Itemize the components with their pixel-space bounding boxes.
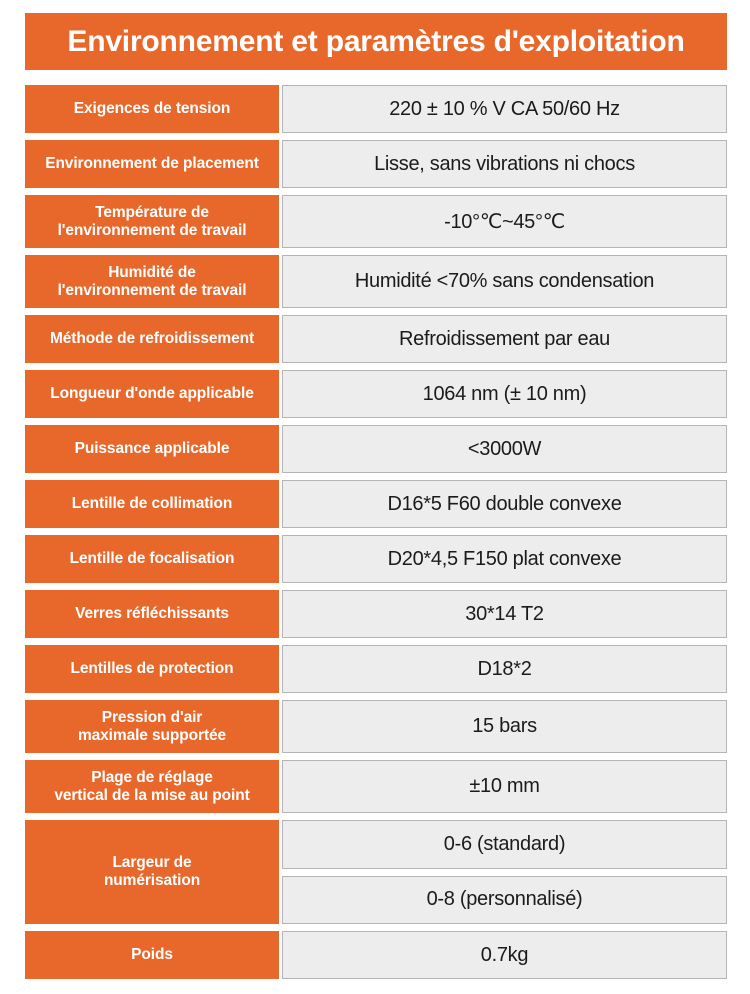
table-row-focus-adjustment <box>25 760 727 813</box>
row-value: 1064 nm (± 10 nm) <box>282 370 727 418</box>
row-value: Lisse, sans vibrations ni chocs <box>282 140 727 188</box>
table-row-humidity <box>25 255 727 308</box>
row-label: Verres réfléchissants <box>25 590 279 638</box>
table-row-weight <box>25 931 727 979</box>
row-value: D16*5 F60 double convexe <box>282 480 727 528</box>
table-row-voltage <box>25 85 727 133</box>
table-row-cooling <box>25 315 727 363</box>
row-value: Refroidissement par eau <box>282 315 727 363</box>
row-label: Environnement de placement <box>25 140 279 188</box>
row-label: Exigences de tension <box>25 85 279 133</box>
row-value: 0.7kg <box>282 931 727 979</box>
row-label: Longueur d'onde applicable <box>25 370 279 418</box>
table-row-collimation-lens <box>25 480 727 528</box>
row-label: Pression d'air maximale supportée <box>25 700 279 753</box>
table-row-protection-lens <box>25 645 727 693</box>
row-value: D20*4,5 F150 plat convexe <box>282 535 727 583</box>
row-label: Lentilles de protection <box>25 645 279 693</box>
row-value: 30*14 T2 <box>282 590 727 638</box>
row-label: Méthode de refroidissement <box>25 315 279 363</box>
row-value-stack <box>282 820 727 924</box>
row-label: Plage de réglage vertical de la mise au point <box>25 760 279 813</box>
row-value: 15 bars <box>282 700 727 753</box>
table-row-placement <box>25 140 727 188</box>
row-label: Poids <box>25 931 279 979</box>
row-label: Largeur de numérisation <box>25 820 279 924</box>
table-row-wavelength <box>25 370 727 418</box>
row-value: D18*2 <box>282 645 727 693</box>
row-label: Humidité de l'environnement de travail <box>25 255 279 308</box>
table-row-power <box>25 425 727 473</box>
row-label: Température de l'environnement de travail <box>25 195 279 248</box>
spec-table-wrapper <box>25 13 727 979</box>
table-row-temperature <box>25 195 727 248</box>
row-label: Puissance applicable <box>25 425 279 473</box>
row-value: ±10 mm <box>282 760 727 813</box>
page-title-banner <box>25 13 727 70</box>
page-title: Environnement et paramètres d'exploitation <box>67 24 685 58</box>
row-label: Lentille de focalisation <box>25 535 279 583</box>
row-value: Humidité <70% sans condensation <box>282 255 727 308</box>
row-value: -10°℃~45°℃ <box>282 195 727 248</box>
row-value: <3000W <box>282 425 727 473</box>
table-row-focus-lens <box>25 535 727 583</box>
table-row-reflective-glass <box>25 590 727 638</box>
row-value-standard: 0-6 (standard) <box>282 820 727 869</box>
table-row-air-pressure <box>25 700 727 753</box>
row-value: 220 ± 10 % V CA 50/60 Hz <box>282 85 727 133</box>
row-label: Lentille de collimation <box>25 480 279 528</box>
table-row-scan-width <box>25 820 727 924</box>
row-value-custom: 0-8 (personnalisé) <box>282 876 727 925</box>
